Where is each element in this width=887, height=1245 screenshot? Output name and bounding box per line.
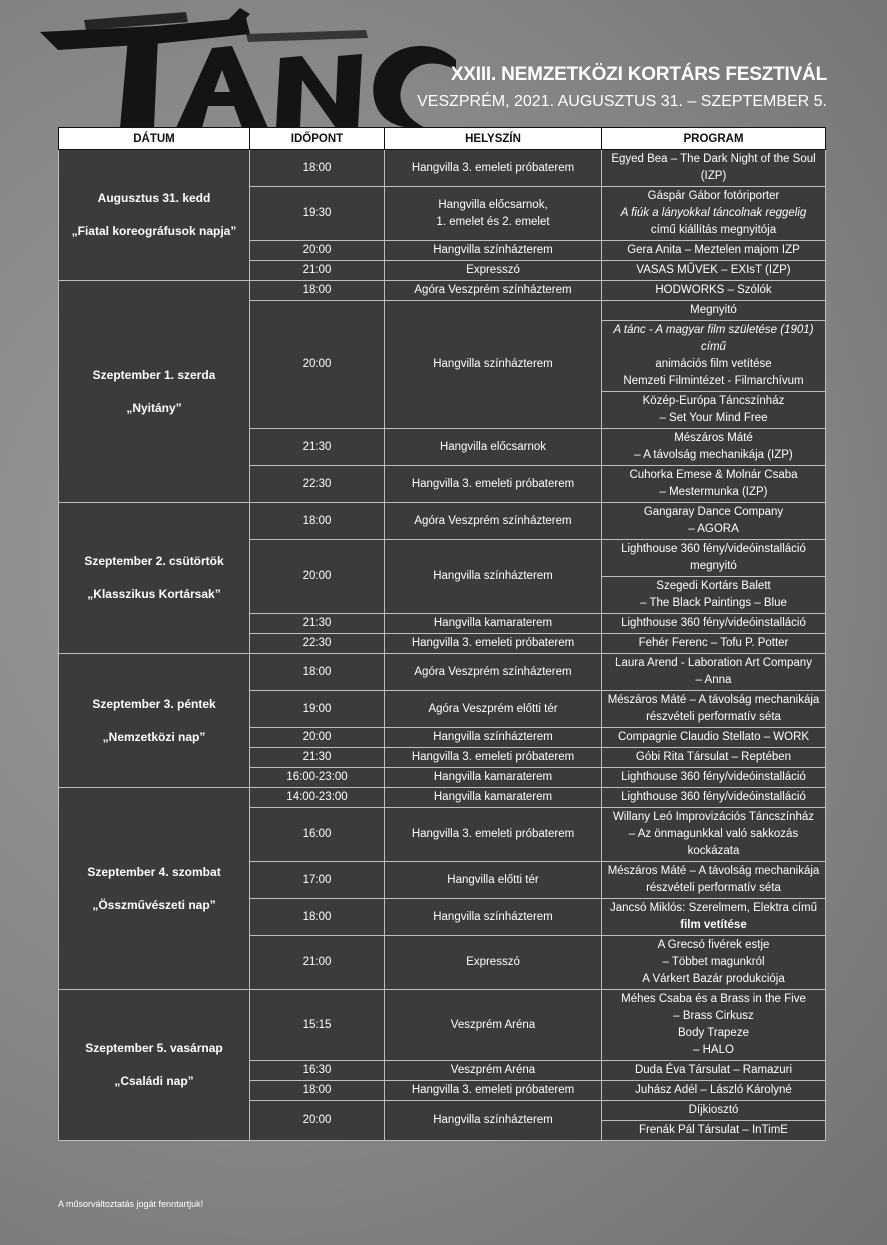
header-date: DÁTUM bbox=[59, 128, 250, 150]
program-line: Fehér Ferenc – Tofu P. Potter bbox=[638, 637, 789, 649]
day-theme: „Nyitány” bbox=[126, 400, 182, 415]
time-cell: 21:00 bbox=[250, 261, 385, 281]
time-cell: 18:00 bbox=[250, 654, 385, 691]
program-line: részvételi performatív séta bbox=[646, 711, 781, 723]
program-cell bbox=[602, 241, 826, 261]
tanc-logo bbox=[36, 0, 456, 128]
venue-cell bbox=[385, 654, 602, 691]
venue-cell bbox=[385, 768, 602, 788]
venue-line: Agóra Veszprém előtti tér bbox=[428, 702, 558, 715]
program-cell bbox=[602, 150, 826, 187]
time-cell: 20:00 bbox=[250, 728, 385, 748]
program-line: című kiállítás megnyitója bbox=[650, 224, 777, 236]
program-line: megnyitó bbox=[690, 560, 737, 572]
program-line: Lighthouse 360 fény/videóinstalláció bbox=[621, 791, 806, 803]
program-line: Díjkiosztó bbox=[688, 1104, 739, 1116]
program-line: Lighthouse 360 fény/videóinstalláció bbox=[621, 543, 806, 555]
venue-line: Hangvilla színházterem bbox=[433, 244, 553, 256]
program-line: Mészáros Máté bbox=[674, 432, 753, 444]
program-cell bbox=[602, 261, 826, 281]
day-date: Augusztus 31. kedd bbox=[97, 191, 211, 205]
program-line: film vetítése bbox=[680, 919, 747, 931]
venue-cell bbox=[385, 466, 602, 503]
day-cell bbox=[59, 990, 250, 1141]
program-line: Cuhorka Emese & Molnár Csaba bbox=[629, 469, 798, 481]
time-cell: 21:30 bbox=[250, 748, 385, 768]
venue-cell bbox=[385, 1101, 602, 1141]
venue-line: Hangvilla 3. emeleti próbaterem bbox=[411, 637, 575, 649]
time-cell: 18:00 bbox=[250, 503, 385, 540]
program-line: Willany Leó Improvizációs Táncszínház bbox=[612, 811, 815, 823]
venue-line: Hangvilla 3. emeleti próbaterem bbox=[411, 161, 575, 174]
venue-cell bbox=[385, 187, 602, 241]
program-line: Mészáros Máté – A távolság mechanikája bbox=[607, 865, 820, 877]
program-line: Közép-Európa Táncszínház bbox=[642, 395, 785, 407]
program-cell bbox=[602, 466, 826, 503]
table-row bbox=[59, 281, 826, 301]
header-time: IDŐPONT bbox=[250, 128, 385, 150]
day-cell bbox=[59, 503, 250, 654]
program-line: – Mestermunka (IZP) bbox=[659, 486, 768, 498]
venue-cell bbox=[385, 614, 602, 634]
day-cell bbox=[59, 788, 250, 990]
program-line: VASAS MŰVEK – EXIsT (IZP) bbox=[636, 264, 791, 276]
venue-line: Hangvilla 3. emeleti próbaterem bbox=[411, 477, 575, 490]
program-line: A fiúk a lányokkal táncolnak reggelig bbox=[620, 207, 807, 219]
program-line: Mészáros Máté – A távolság mechanikája bbox=[607, 694, 820, 706]
time-cell: 18:00 bbox=[250, 150, 385, 187]
program-line: – AGORA bbox=[688, 523, 739, 535]
day-date: Szeptember 1. szerda bbox=[92, 367, 216, 382]
program-line: A tánc - A magyar film születése (1901) című bbox=[613, 324, 814, 353]
time-cell: 20:00 bbox=[250, 540, 385, 614]
venue-line: Hangvilla előcsarnok, bbox=[438, 198, 548, 211]
day-theme: „Családi nap” bbox=[114, 1074, 194, 1088]
program-cell bbox=[602, 392, 826, 429]
time-cell: 16:00 bbox=[250, 808, 385, 862]
day-date: Szeptember 4. szombat bbox=[87, 864, 221, 879]
time-cell: 22:30 bbox=[250, 466, 385, 503]
program-cell bbox=[602, 728, 826, 748]
festival-dates: VESZPRÉM, 2021. AUGUSZTUS 31. – SZEPTEMBER 5. bbox=[417, 93, 827, 110]
program-line: Góbi Rita Társulat – Reptében bbox=[635, 751, 792, 763]
time-cell: 22:30 bbox=[250, 634, 385, 654]
program-line: Lighthouse 360 fény/videóinstalláció bbox=[621, 617, 806, 629]
program-line: HODWORKS – Szólók bbox=[655, 284, 772, 296]
venue-cell bbox=[385, 748, 602, 768]
program-line: Lighthouse 360 fény/videóinstalláció bbox=[621, 771, 806, 783]
time-cell: 19:30 bbox=[250, 187, 385, 241]
program-cell bbox=[602, 503, 826, 540]
program-cell bbox=[602, 1121, 826, 1141]
time-cell: 16:00-23:00 bbox=[250, 768, 385, 788]
program-line: Gera Anita – Meztelen majom IZP bbox=[627, 244, 800, 256]
venue-line: Veszprém Aréna bbox=[450, 1064, 536, 1076]
venue-line: 1. emelet és 2. emelet bbox=[436, 215, 550, 228]
table-row bbox=[59, 788, 826, 808]
time-cell: 16:30 bbox=[250, 1061, 385, 1081]
program-cell bbox=[602, 1101, 826, 1121]
program-line: Frenák Pál Társulat – InTimE bbox=[639, 1124, 788, 1136]
table-row bbox=[59, 150, 826, 187]
program-line: részvételi performatív séta bbox=[646, 882, 781, 894]
day-theme: „Fiatal koreográfusok napja” bbox=[71, 224, 237, 238]
program-line: – A távolság mechanikája (IZP) bbox=[634, 449, 793, 461]
venue-line: Hangvilla színházterem bbox=[433, 570, 553, 582]
program-line: Jancsó Miklós: Szerelmem, Elektra című bbox=[609, 902, 818, 914]
day-cell bbox=[59, 654, 250, 788]
time-cell: 21:30 bbox=[250, 614, 385, 634]
venue-line: Hangvilla színházterem bbox=[433, 731, 553, 743]
venue-line: Hangvilla kamaraterem bbox=[433, 617, 553, 629]
program-cell bbox=[602, 321, 826, 392]
day-date: Szeptember 3. péntek bbox=[92, 696, 216, 711]
venue-line: Agóra Veszprém színházterem bbox=[414, 665, 572, 678]
schedule-table bbox=[58, 127, 826, 1141]
program-cell bbox=[602, 577, 826, 614]
program-line: Duda Éva Társulat – Ramazuri bbox=[634, 1064, 793, 1076]
program-line: – Az önmagunkkal való sakkozás kockázata bbox=[628, 828, 799, 857]
program-line: animációs film vetítése bbox=[655, 358, 772, 370]
venue-line: Hangvilla színházterem bbox=[433, 910, 553, 923]
venue-cell bbox=[385, 281, 602, 301]
program-line: Méhes Csaba és a Brass in the Five bbox=[621, 993, 806, 1005]
program-line: Nemzeti Filmintézet - Filmarchívum bbox=[623, 375, 804, 387]
program-line: Gáspár Gábor fotóriporter bbox=[647, 190, 780, 202]
venue-cell bbox=[385, 540, 602, 614]
day-theme: „Klasszikus Kortársak” bbox=[87, 587, 221, 601]
table-row bbox=[59, 654, 826, 691]
header-venue: HELYSZÍN bbox=[385, 128, 602, 150]
program-line: A Grecsó fivérek estje bbox=[657, 939, 770, 951]
program-line: Compagnie Claudio Stellato – WORK bbox=[617, 731, 810, 743]
day-date: Szeptember 2. csütörtök bbox=[84, 554, 224, 568]
program-line: Egyed Bea – The Dark Night of the Soul (IZP) bbox=[611, 153, 816, 182]
time-cell: 20:00 bbox=[250, 1101, 385, 1141]
time-cell: 18:00 bbox=[250, 1081, 385, 1101]
program-cell bbox=[602, 301, 826, 321]
time-cell: 19:00 bbox=[250, 691, 385, 728]
program-line: – Többet magunkról bbox=[662, 956, 765, 968]
day-date: Szeptember 5. vasárnap bbox=[85, 1041, 223, 1055]
venue-cell bbox=[385, 1061, 602, 1081]
venue-line: Hangvilla 3. emeleti próbaterem bbox=[411, 751, 575, 763]
festival-title: XXIII. NEMZETKÖZI KORTÁRS FESZTIVÁL bbox=[450, 64, 827, 85]
schedule-body bbox=[59, 150, 826, 1141]
venue-line: Hangvilla színházterem bbox=[433, 358, 553, 370]
time-cell: 20:00 bbox=[250, 241, 385, 261]
venue-cell bbox=[385, 808, 602, 862]
time-cell: 20:00 bbox=[250, 301, 385, 429]
program-cell bbox=[602, 614, 826, 634]
program-line: Juhász Adél – László Károlyné bbox=[635, 1084, 792, 1096]
venue-cell bbox=[385, 301, 602, 429]
footnote: A műsorváltoztatás jogát fenntartjuk! bbox=[58, 1199, 204, 1209]
program-cell bbox=[602, 748, 826, 768]
venue-cell bbox=[385, 899, 602, 936]
program-line: Megnyitó bbox=[690, 304, 737, 316]
time-cell: 18:00 bbox=[250, 899, 385, 936]
venue-cell bbox=[385, 728, 602, 748]
program-line: A Várkert Bazár produkciója bbox=[642, 973, 785, 985]
program-line: – Anna bbox=[695, 674, 732, 686]
program-cell bbox=[602, 654, 826, 691]
program-cell bbox=[602, 1081, 826, 1101]
time-cell: 21:30 bbox=[250, 429, 385, 466]
program-cell bbox=[602, 281, 826, 301]
header-program: PROGRAM bbox=[602, 128, 826, 150]
program-cell bbox=[602, 899, 826, 936]
table-row bbox=[59, 990, 826, 1061]
venue-cell bbox=[385, 936, 602, 990]
venue-line: Hangvilla előtti tér bbox=[447, 873, 539, 886]
program-cell bbox=[602, 936, 826, 990]
venue-line: Hangvilla 3. emeleti próbaterem bbox=[411, 1084, 575, 1096]
venue-line: Hangvilla színházterem bbox=[433, 1114, 553, 1126]
venue-line: Hangvilla előcsarnok bbox=[439, 440, 547, 453]
program-line: Gangaray Dance Company bbox=[643, 506, 784, 518]
program-line: – Set Your Mind Free bbox=[659, 412, 768, 424]
program-line: – Brass Cirkusz bbox=[673, 1010, 754, 1022]
venue-cell bbox=[385, 990, 602, 1061]
time-cell: 15:15 bbox=[250, 990, 385, 1061]
day-theme: „Összművészeti nap” bbox=[92, 897, 216, 912]
program-cell bbox=[602, 187, 826, 241]
day-cell bbox=[59, 150, 250, 281]
venue-line: Hangvilla kamaraterem bbox=[433, 771, 553, 783]
venue-cell bbox=[385, 1081, 602, 1101]
venue-line: Expresszó bbox=[466, 956, 520, 968]
program-line: Body Trapeze bbox=[678, 1027, 749, 1039]
program-line: Szegedi Kortárs Balett bbox=[656, 580, 771, 592]
program-cell bbox=[602, 691, 826, 728]
program-line: – HALO bbox=[693, 1044, 734, 1056]
program-cell bbox=[602, 634, 826, 654]
venue-cell bbox=[385, 503, 602, 540]
venue-cell bbox=[385, 150, 602, 187]
venue-cell bbox=[385, 788, 602, 808]
program-cell bbox=[602, 429, 826, 466]
day-theme: „Nemzetközi nap” bbox=[102, 729, 206, 744]
time-cell: 21:00 bbox=[250, 936, 385, 990]
venue-line: Veszprém Aréna bbox=[450, 1018, 536, 1031]
program-cell bbox=[602, 540, 826, 577]
venue-cell bbox=[385, 429, 602, 466]
program-cell bbox=[602, 788, 826, 808]
venue-cell bbox=[385, 241, 602, 261]
program-cell bbox=[602, 1061, 826, 1081]
venue-cell bbox=[385, 862, 602, 899]
day-cell bbox=[59, 281, 250, 503]
time-cell: 17:00 bbox=[250, 862, 385, 899]
venue-cell bbox=[385, 634, 602, 654]
venue-line: Agóra Veszprém színházterem bbox=[414, 514, 572, 527]
program-cell bbox=[602, 990, 826, 1061]
program-cell bbox=[602, 768, 826, 788]
program-line: Laura Arend - Laboration Art Company bbox=[615, 657, 812, 669]
venue-cell bbox=[385, 691, 602, 728]
program-cell bbox=[602, 808, 826, 862]
venue-line: Expresszó bbox=[466, 264, 520, 276]
table-header-row bbox=[59, 128, 826, 150]
program-cell bbox=[602, 862, 826, 899]
time-cell: 14:00-23:00 bbox=[250, 788, 385, 808]
program-line: – The Black Paintings – Blue bbox=[640, 597, 787, 609]
table-row bbox=[59, 503, 826, 540]
venue-line: Hangvilla kamaraterem bbox=[433, 791, 553, 803]
time-cell: 18:00 bbox=[250, 281, 385, 301]
venue-cell bbox=[385, 261, 602, 281]
venue-line: Agóra Veszprém színházterem bbox=[414, 284, 572, 296]
venue-line: Hangvilla 3. emeleti próbaterem bbox=[411, 828, 575, 840]
